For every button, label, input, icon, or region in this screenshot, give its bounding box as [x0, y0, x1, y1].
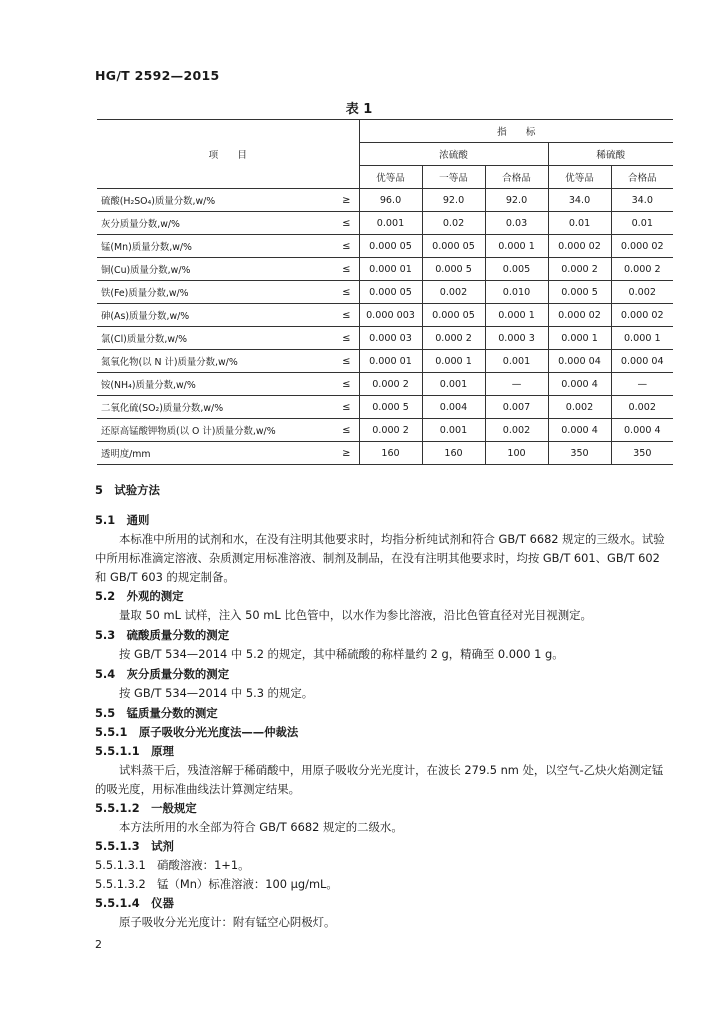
table-cell: 0.000 5 — [422, 258, 485, 281]
table-cell: 0.000 05 — [422, 304, 485, 327]
comparison-operator: ≤ — [332, 419, 359, 442]
grade-header: 合格品 — [611, 166, 673, 189]
table-row — [97, 235, 673, 258]
heading: 5 试验方法 — [95, 483, 160, 497]
comparison-operator: ≤ — [332, 373, 359, 396]
spec-table-body — [97, 189, 673, 465]
table-row — [97, 442, 673, 465]
table-row — [97, 373, 673, 396]
section-5-2 — [95, 587, 673, 625]
heading: 5.4 灰分质量分数的测定 — [95, 667, 230, 681]
table-cell: 0.000 5 — [548, 281, 611, 304]
heading: 5.3 硫酸质量分数的测定 — [95, 628, 230, 642]
paragraph: 原子吸收分光光度计：附有锰空心阴极灯。 — [119, 915, 336, 929]
group-header-concentrated: 浓硫酸 — [359, 143, 548, 166]
table-cell: 0.001 — [485, 350, 548, 373]
row-label: 氮氧化物(以 N 计)质量分数,w/% — [97, 350, 332, 373]
table-cell: 92.0 — [422, 189, 485, 212]
table-cell: 0.000 05 — [359, 235, 422, 258]
table-cell: 0.000 4 — [611, 419, 673, 442]
table-cell: 0.000 2 — [359, 373, 422, 396]
comparison-operator: ≤ — [332, 327, 359, 350]
paragraph: 量取 50 mL 试样，注入 50 mL 比色管中，以水作为参比溶液，沿比色管直径对光目视测定。 — [119, 608, 592, 622]
table-cell: — — [611, 373, 673, 396]
row-label: 砷(As)质量分数,w/% — [97, 304, 332, 327]
table-cell: 96.0 — [359, 189, 422, 212]
table-cell: 160 — [359, 442, 422, 465]
table-cell: 0.002 — [548, 396, 611, 419]
row-label: 还原高锰酸钾物质(以 O 计)质量分数,w/% — [97, 419, 332, 442]
table-cell: 0.000 3 — [485, 327, 548, 350]
column-header-index: 指 标 — [359, 120, 673, 143]
table-cell: 0.004 — [422, 396, 485, 419]
table-cell: 0.000 02 — [611, 235, 673, 258]
page-number: 2 — [95, 938, 102, 951]
row-label: 灰分质量分数,w/% — [97, 212, 332, 235]
grade-header: 优等品 — [359, 166, 422, 189]
grade-header: 合格品 — [485, 166, 548, 189]
heading: 5.5.1.4 仪器 — [95, 896, 174, 910]
comparison-operator: ≥ — [332, 189, 359, 212]
list-item: 5.5.1.3.1 硝酸溶液：1+1。 — [95, 858, 250, 872]
table-cell: — — [485, 373, 548, 396]
table-cell: 0.000 05 — [422, 235, 485, 258]
comparison-operator: ≥ — [332, 442, 359, 465]
table-cell: 0.000 2 — [422, 327, 485, 350]
comparison-operator: ≤ — [332, 258, 359, 281]
comparison-operator: ≤ — [332, 396, 359, 419]
row-label: 硫酸(H₂SO₄)质量分数,w/% — [97, 189, 332, 212]
table-cell: 100 — [485, 442, 548, 465]
table-caption: 表 1 — [345, 102, 373, 117]
table-row — [97, 258, 673, 281]
table-cell: 0.000 01 — [359, 350, 422, 373]
paragraph: 本标准中所用的试剂和水，在没有注明其他要求时，均指分析纯试剂和符合 GB/T 6682 规定的三级水。试验中所用标准滴定溶液、杂质测定用标准溶液、制剂及制品，在没有注明其他要求时，均按 GB/T 601、GB/T 602 和 GB/T 603 的规定制备。 — [95, 532, 665, 584]
table-cell: 0.000 2 — [611, 258, 673, 281]
spec-table — [97, 119, 673, 465]
comparison-operator: ≤ — [332, 350, 359, 373]
table-cell: 0.010 — [485, 281, 548, 304]
table-cell: 34.0 — [611, 189, 673, 212]
table-cell: 0.002 — [485, 419, 548, 442]
heading: 5.2 外观的测定 — [95, 589, 184, 603]
row-label: 透明度/mm — [97, 442, 332, 465]
heading: 5.5.1.2 一般规定 — [95, 801, 197, 815]
table-cell: 160 — [422, 442, 485, 465]
table-cell: 0.000 2 — [359, 419, 422, 442]
standard-code-header: HG/T 2592—2015 — [95, 68, 220, 83]
section-5-3 — [95, 626, 673, 664]
section-5-title — [95, 481, 673, 500]
column-header-item: 项 目 — [97, 120, 359, 189]
table-cell: 0.000 02 — [548, 235, 611, 258]
table-row — [97, 304, 673, 327]
table-cell: 0.002 — [422, 281, 485, 304]
heading: 5.5.1.1 原理 — [95, 744, 174, 758]
table-cell: 0.000 1 — [548, 327, 611, 350]
table-cell: 0.005 — [485, 258, 548, 281]
table-cell: 0.000 2 — [548, 258, 611, 281]
table-row — [97, 327, 673, 350]
row-label: 氯(Cl)质量分数,w/% — [97, 327, 332, 350]
row-label: 铵(NH₄)质量分数,w/% — [97, 373, 332, 396]
table-cell: 0.000 04 — [611, 350, 673, 373]
list-item: 5.5.1.3.2 锰（Mn）标准溶液：100 μg/mL。 — [95, 877, 338, 891]
table-cell: 0.000 01 — [359, 258, 422, 281]
row-label: 铜(Cu)质量分数,w/% — [97, 258, 332, 281]
table-cell: 0.000 04 — [548, 350, 611, 373]
table-cell: 0.000 1 — [422, 350, 485, 373]
group-header-dilute: 稀硫酸 — [548, 143, 673, 166]
table-cell: 350 — [611, 442, 673, 465]
grade-header: 一等品 — [422, 166, 485, 189]
table-cell: 0.002 — [611, 396, 673, 419]
section-5-1 — [95, 511, 673, 587]
table-cell: 0.000 003 — [359, 304, 422, 327]
table-cell: 0.000 1 — [485, 304, 548, 327]
table-cell: 0.000 5 — [359, 396, 422, 419]
section-5-5 — [95, 704, 673, 932]
paragraph: 试料蒸干后，残渣溶解于稀硝酸中，用原子吸收分光光度计，在波长 279.5 nm 处，以空气-乙炔火焰测定锰的吸光度，用标准曲线法计算测定结果。 — [95, 763, 664, 796]
table-cell: 0.001 — [359, 212, 422, 235]
table-cell: 0.000 4 — [548, 419, 611, 442]
table-row — [97, 281, 673, 304]
table-row — [97, 419, 673, 442]
table-cell: 0.02 — [422, 212, 485, 235]
section-5-4 — [95, 665, 673, 703]
heading: 5.5 锰质量分数的测定 — [95, 706, 218, 720]
table-cell: 0.000 4 — [548, 373, 611, 396]
table-cell: 0.002 — [611, 281, 673, 304]
table-cell: 0.001 — [422, 419, 485, 442]
table-row — [97, 189, 673, 212]
table-cell: 0.000 05 — [359, 281, 422, 304]
table-cell: 92.0 — [485, 189, 548, 212]
paragraph: 按 GB/T 534—2014 中 5.2 的规定，其中稀硫酸的称样量约 2 g，精确至 0.000 1 g。 — [119, 647, 564, 661]
table-cell: 0.000 02 — [548, 304, 611, 327]
table-cell: 0.000 02 — [611, 304, 673, 327]
table-cell: 0.01 — [611, 212, 673, 235]
paragraph: 本方法所用的水全部为符合 GB/T 6682 规定的二级水。 — [119, 820, 403, 834]
table-cell: 0.01 — [548, 212, 611, 235]
row-label: 铁(Fe)质量分数,w/% — [97, 281, 332, 304]
table-cell: 34.0 — [548, 189, 611, 212]
comparison-operator: ≤ — [332, 235, 359, 258]
comparison-operator: ≤ — [332, 212, 359, 235]
table-cell: 0.007 — [485, 396, 548, 419]
table-row — [97, 396, 673, 419]
heading: 5.5.1 原子吸收分光光度法——仲裁法 — [95, 725, 299, 739]
heading: 5.1 通则 — [95, 513, 150, 527]
row-label: 二氧化硫(SO₂)质量分数,w/% — [97, 396, 332, 419]
table-cell: 0.000 03 — [359, 327, 422, 350]
table-cell: 0.001 — [422, 373, 485, 396]
comparison-operator: ≤ — [332, 281, 359, 304]
table-cell: 350 — [548, 442, 611, 465]
comparison-operator: ≤ — [332, 304, 359, 327]
table-row — [97, 212, 673, 235]
table-row — [97, 350, 673, 373]
row-label: 锰(Mn)质量分数,w/% — [97, 235, 332, 258]
table-cell: 0.000 1 — [611, 327, 673, 350]
heading: 5.5.1.3 试剂 — [95, 839, 174, 853]
paragraph: 按 GB/T 534—2014 中 5.3 的规定。 — [119, 686, 314, 700]
table-cell: 0.03 — [485, 212, 548, 235]
table-cell: 0.000 1 — [485, 235, 548, 258]
grade-header: 优等品 — [548, 166, 611, 189]
